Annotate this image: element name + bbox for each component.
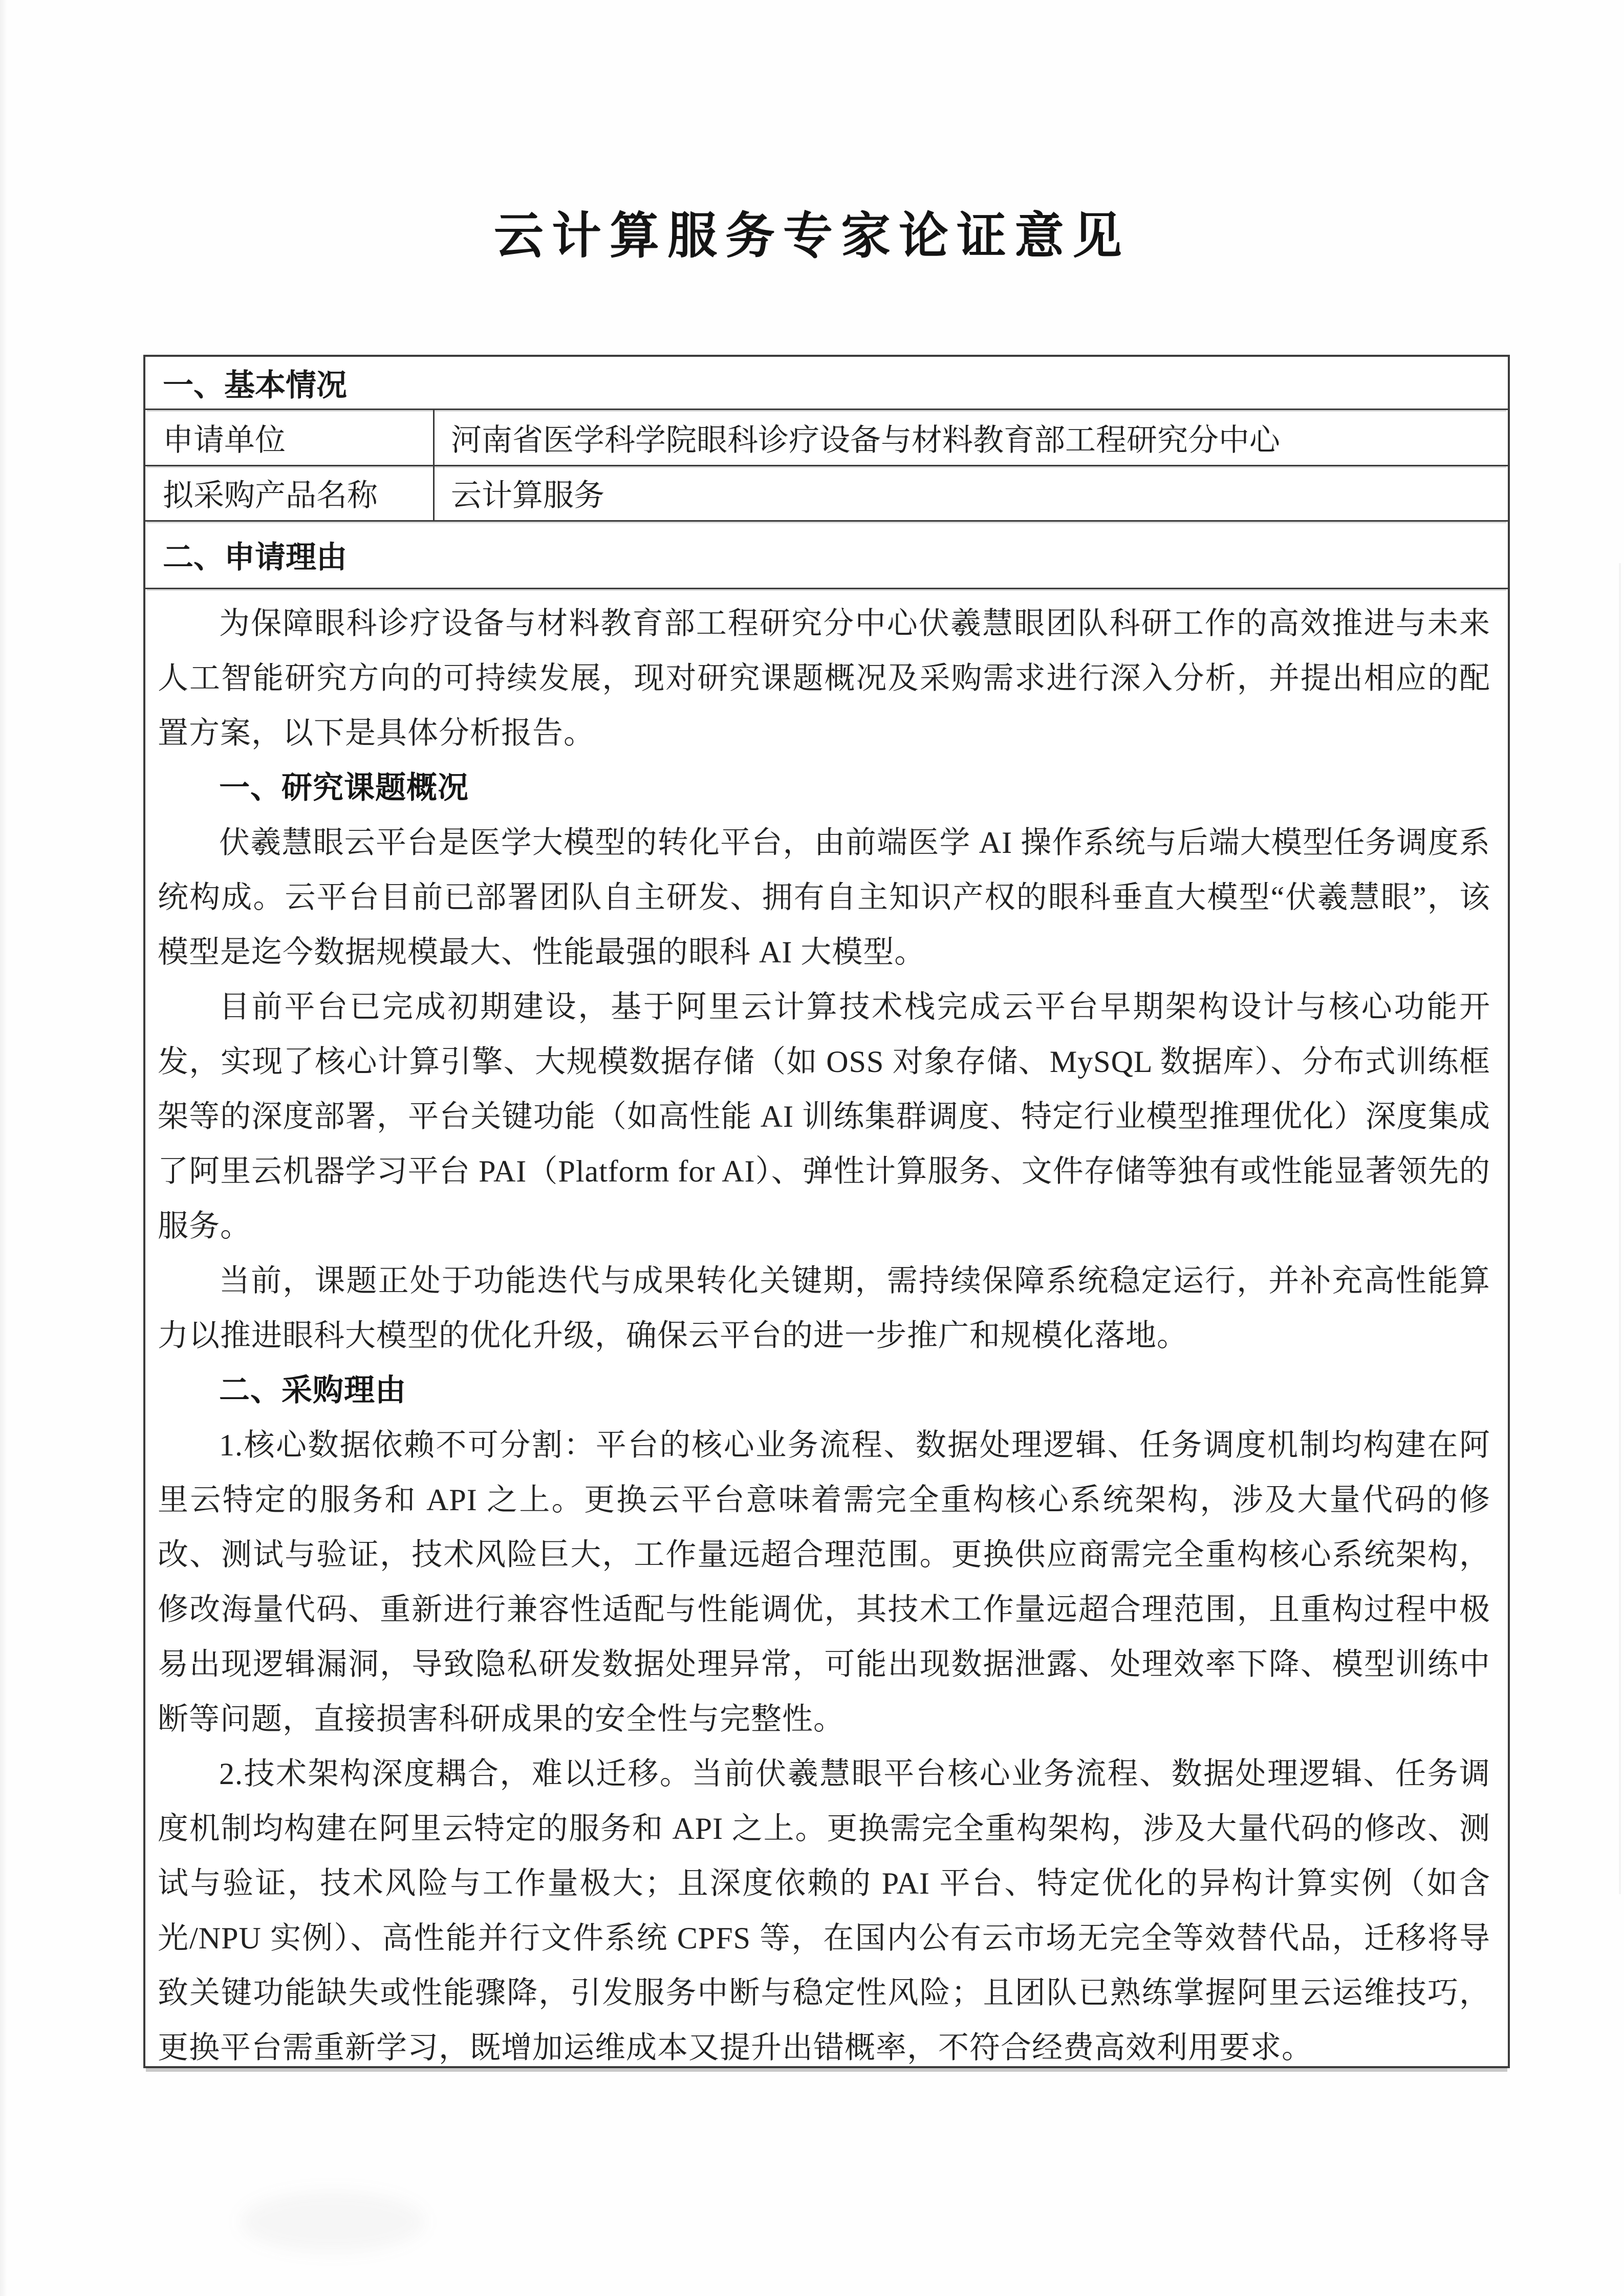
table-row-applicant-unit	[145, 410, 1508, 466]
field-label-product-name: 拟采购产品名称	[145, 466, 435, 520]
heading-purchase-reason: 二、采购理由	[219, 1374, 406, 1408]
field-value-product-name: 云计算服务	[451, 479, 604, 513]
field-value-applicant-unit: 河南省医学科学院眼科诊疗设备与材料教育部工程研究分中心	[451, 423, 1280, 457]
paragraph-intro: 为保障眼科诊疗设备与材料教育部工程研究分中心伏羲慧眼团队科研工作的高效推进与未来人工智能研究方向的可持续发展，现对研究课题概况及采购需求进行深入分析，并提出相应的配置方案，以下是具体分析报告。	[158, 607, 1490, 750]
section-header-application-reason	[145, 522, 1508, 589]
review-form-table	[143, 355, 1510, 2068]
application-reason-content	[145, 589, 1508, 2066]
section-header-basic-info	[145, 357, 1508, 410]
field-label-applicant-unit: 申请单位	[145, 410, 435, 464]
scan-artifact-right-edge	[1619, 563, 1621, 1894]
section-header-basic-info-label: 一、基本情况	[163, 368, 347, 402]
paragraph-reason-1: 1.核心数据依赖不可分割：平台的核心业务流程、数据处理逻辑、任务调度机制均构建在阿里云特定的服务和 API 之上。更换云平台意味着需完全重构核心系统架构，涉及大量代码的修改、测试与验证，技术风险巨大，工作量远超合理范围。更换供应商需完全重构核心系统架构，修改海量代码、重新进行兼容性适配与性能调优，其技术工作量远超合理范围，且重构过程中极易出现逻辑漏洞，导致隐私研发数据处理异常，可能出现数据泄露、处理效率下降、模型训练中断等问题，直接损害科研成果的安全性与完整性。	[158, 1428, 1490, 1736]
paragraph-overview-2: 目前平台已完成初期建设，基于阿里云计算技术栈完成云平台早期架构设计与核心功能开发，实现了核心计算引擎、大规模数据存储（如 OSS 对象存储、MySQL 数据库）、分布式训练框架等的深度部署，平台关键功能（如高性能 AI 训练集群调度、特定行业模型推理优化）深度集成了阿里云机器学习平台 PAI（Platform for AI）、弹性计算服务、文件存储等独有或性能显著领先的服务。	[158, 990, 1490, 1243]
section-header-application-reason-label: 二、申请理由	[163, 540, 347, 574]
table-row-product-name	[145, 466, 1508, 522]
paragraph-overview-1: 伏羲慧眼云平台是医学大模型的转化平台，由前端医学 AI 操作系统与后端大模型任务调度系统构成。云平台目前已部署团队自主研发、拥有自主知识产权的眼科垂直大模型“伏羲慧眼”，该模型是迄今数据规模最大、性能最强的眼科 AI 大模型。	[158, 826, 1490, 970]
paragraph-overview-3: 当前，课题正处于功能迭代与成果转化关键期，需持续保障系统稳定运行，并补充高性能算力以推进眼科大模型的优化升级，确保云平台的进一步推广和规模化落地。	[158, 1264, 1490, 1353]
paragraph-reason-2: 2.技术架构深度耦合，难以迁移。当前伏羲慧眼平台核心业务流程、数据处理逻辑、任务调度机制均构建在阿里云特定的服务和 API 之上。更换需完全重构架构，涉及大量代码的修改、测试与验证，技术风险与工作量极大；且深度依赖的 PAI 平台、特定优化的异构计算实例（如含光/NPU 实例）、高性能并行文件系统 CPFS 等，在国内公有云市场无完全等效替代品，迁移将导致关键功能缺失或性能骤降，引发服务中断与稳定性风险；且团队已熟练掌握阿里云运维技巧，更换平台需重新学习，既增加运维成本又提升出错概率，不符合经费高效利用要求。	[158, 1757, 1490, 2065]
document-title: 云计算服务专家论证意见	[494, 209, 1130, 264]
heading-research-overview: 一、研究课题概况	[219, 771, 469, 805]
scan-artifact-smudge	[241, 2191, 425, 2252]
scan-artifact-left-edge	[0, 0, 7, 2296]
